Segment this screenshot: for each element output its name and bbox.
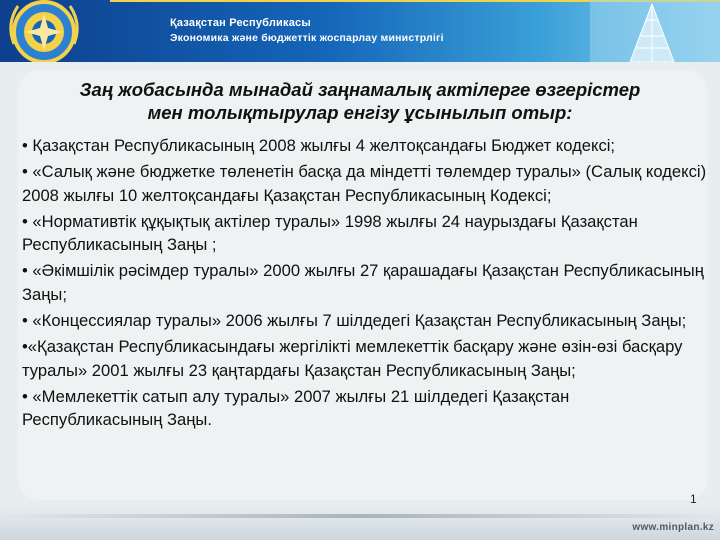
page-number: 1 [690,492,697,506]
slide-footer [0,506,720,540]
ministry-line-2: Экономика және бюджеттік жоспарлау министрлігі [170,32,444,44]
list-item: •«Қазақстан Республикасындағы жергілікті мемлекеттік басқару және өзін-өзі басқару туралы» 2001 жылғы 23 қаңтардағы Қазақстан Республикасының Заңы; [22,337,683,380]
list-item: • «Әкімшілік рәсімдер туралы» 2000 жылғы 27 қарашадағы Қазақстан Республикасының Заңы; [22,261,704,304]
list-item: • Қазақстан Республикасының 2008 жылғы 4 желтоқсандағы Бюджет кодексі; [22,136,616,155]
slide-title [30,78,690,124]
kazakhstan-emblem-icon [2,0,82,62]
website-link[interactable]: www.minplan.kz [632,522,714,533]
list-item: • «Нормативтік құқықтық актілер туралы» 1998 жылғы 24 наурыздағы Қазақстан Республикасының Заңы ; [22,211,638,255]
law-list [22,134,712,435]
slide-title-line-2: мен толықтырулар енгізу ұсынылып отыр: [147,102,573,123]
list-item: • «Салық және бюджетке төленетін басқа да міндетті төлемдер туралы» (Салық кодексі) 2008 жылғы 10 желтоқсандағы Қазақстан Республикасының Кодексі; [22,162,707,205]
slide-header [0,0,720,62]
list-item: • «Концессиялар туралы» 2006 жылғы 7 шілдедегі Қазақстан Республикасының Заңы; [22,311,687,331]
ministry-name [170,16,444,46]
footer-divider [0,514,720,518]
slide-title-line-1: Заң жобасында мынадай заңнамалық актілерге өзгерістер [79,79,641,100]
list-item: • «Мемлекеттік сатып алу туралы» 2007 жылғы 21 шілдедегі Қазақстан Республикасының Заңы. [22,386,570,430]
building-image [590,0,720,62]
ministry-line-1: Қазақстан Республикасы [170,17,311,29]
